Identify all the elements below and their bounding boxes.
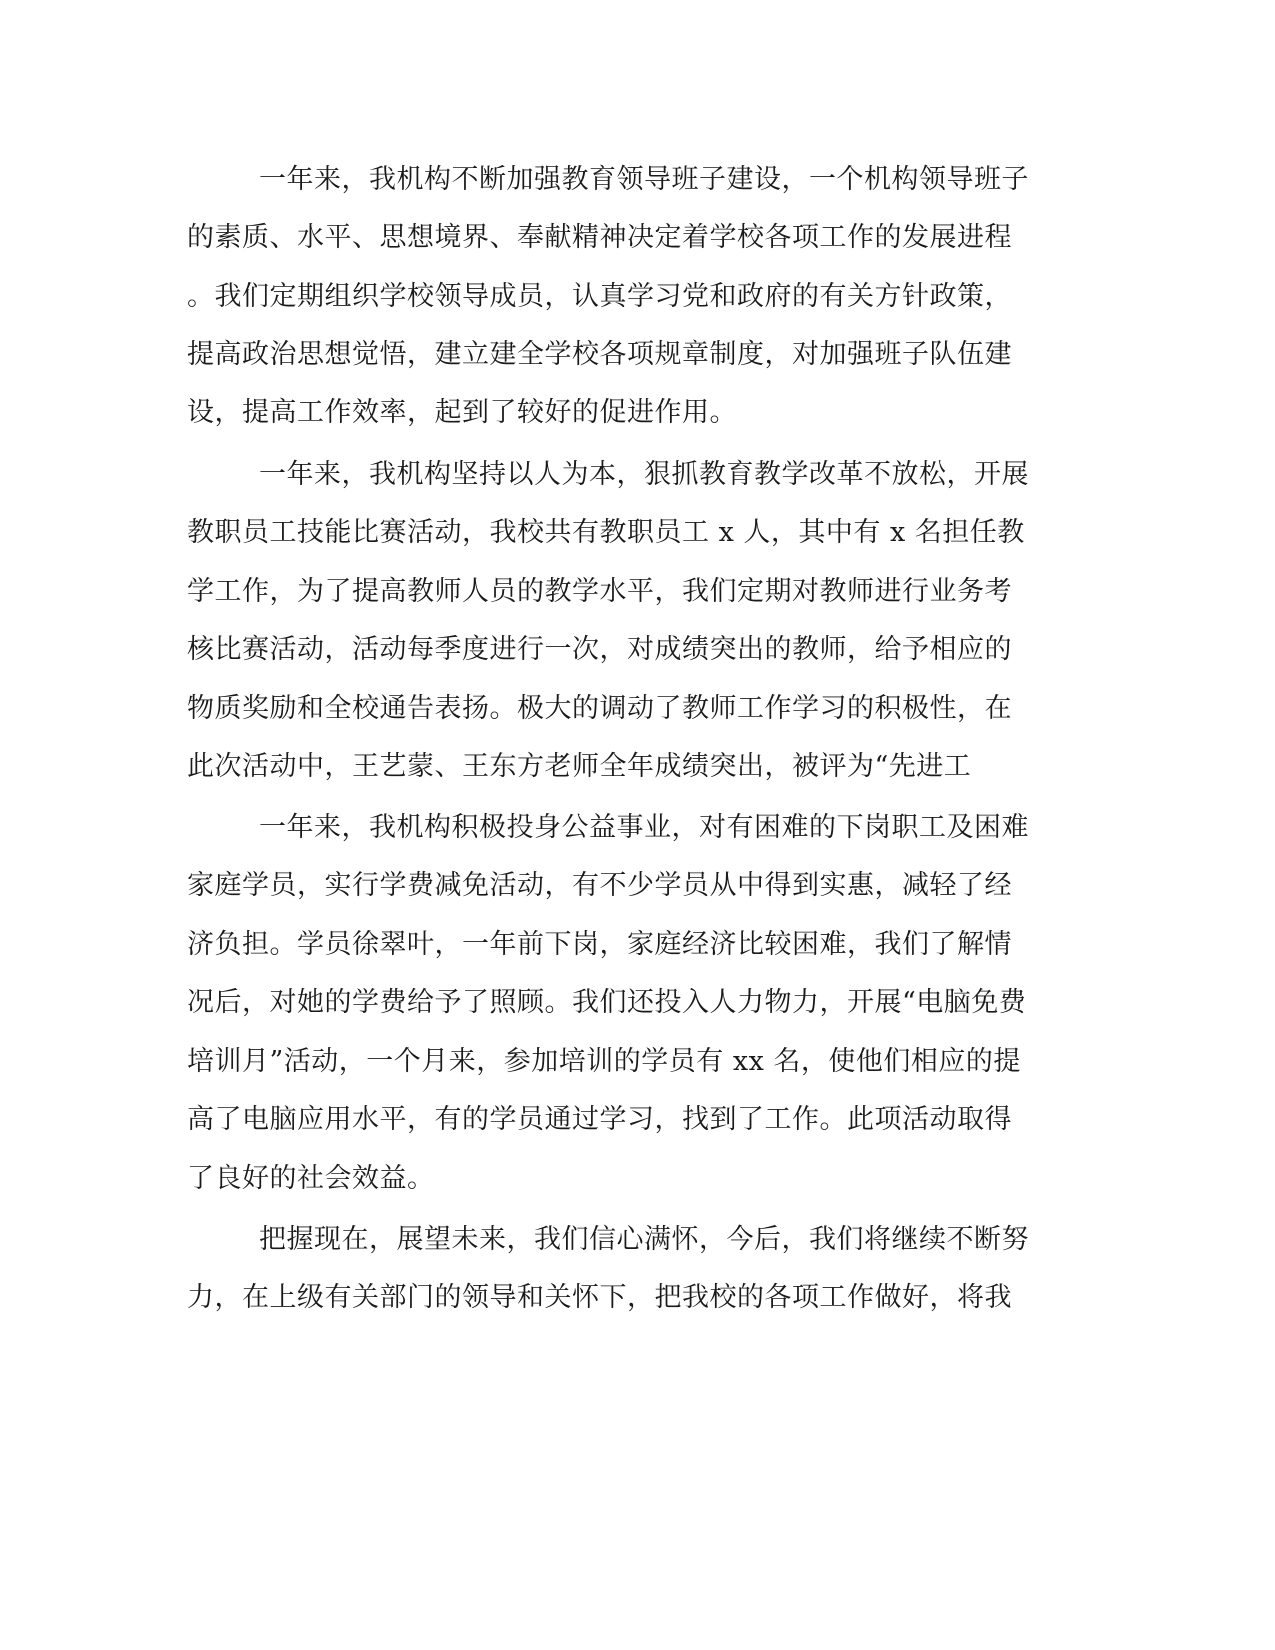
paragraph-2-line-4: 核比赛活动，活动每季度进行一次，对成绩突出的教师，给予相应的 [187,634,1012,665]
paragraph-2-line-1: 一年来，我机构坚持以人为本，狠抓教育教学改革不放松，开展 [259,459,1029,490]
paragraph-4-line-1: 把握现在，展望未来，我们信心满怀，今后，我们将继续不断努 [259,1224,1029,1255]
paragraph-2-line-2: 教职员工技能比赛活动，我校共有教职员工 x 人，其中有 x 名担任教 [187,517,1025,548]
paragraph-1-line-1: 一年来，我机构不断加强教育领导班子建设，一个机构领导班子 [259,164,1029,195]
paragraph-3-line-7: 了良好的社会效益。 [187,1163,435,1194]
paragraph-1-line-4: 提高政治思想觉悟，建立建全学校各项规章制度，对加强班子队伍建 [187,339,1012,370]
paragraph-1-line-5: 设，提高工作效率，起到了较好的促进作用。 [187,397,737,428]
paragraph-3-line-4: 况后，对她的学费给予了照顾。我们还投入人力物力，开展“电脑免费 [187,987,1027,1018]
paragraph-3-line-2: 家庭学员，实行学费减免活动，有不少学员从中得到实惠，减轻了经 [187,870,1012,901]
paragraph-3-line-3: 济负担。学员徐翠叶，一年前下岗，家庭经济比较困难，我们了解情 [187,929,1012,960]
paragraph-3-line-5: 培训月”活动，一个月来，参加培训的学员有 xx 名，使他们相应的提 [187,1046,1021,1077]
paragraph-2-line-6: 此次活动中，王艺蒙、王东方老师全年成绩突出，被评为“先进工 [187,751,972,782]
paragraph-1-line-3: 。我们定期组织学校领导成员，认真学习党和政府的有关方针政策， [187,281,1012,312]
paragraph-2-line-5: 物质奖励和全校通告表扬。极大的调动了教师工作学习的积极性，在 [187,693,1012,724]
paragraph-4-line-2: 力，在上级有关部门的领导和关怀下，把我校的各项工作做好，将我 [187,1282,1012,1313]
paragraph-1-line-2: 的素质、水平、思想境界、奉献精神决定着学校各项工作的发展进程 [187,222,1012,253]
paragraph-3-line-6: 高了电脑应用水平，有的学员通过学习，找到了工作。此项活动取得 [187,1104,1012,1135]
paragraph-3-line-1: 一年来，我机构积极投身公益事业，对有困难的下岗职工及困难 [259,812,1029,843]
paragraph-2-line-3: 学工作，为了提高教师人员的教学水平，我们定期对教师进行业务考 [187,576,1012,607]
